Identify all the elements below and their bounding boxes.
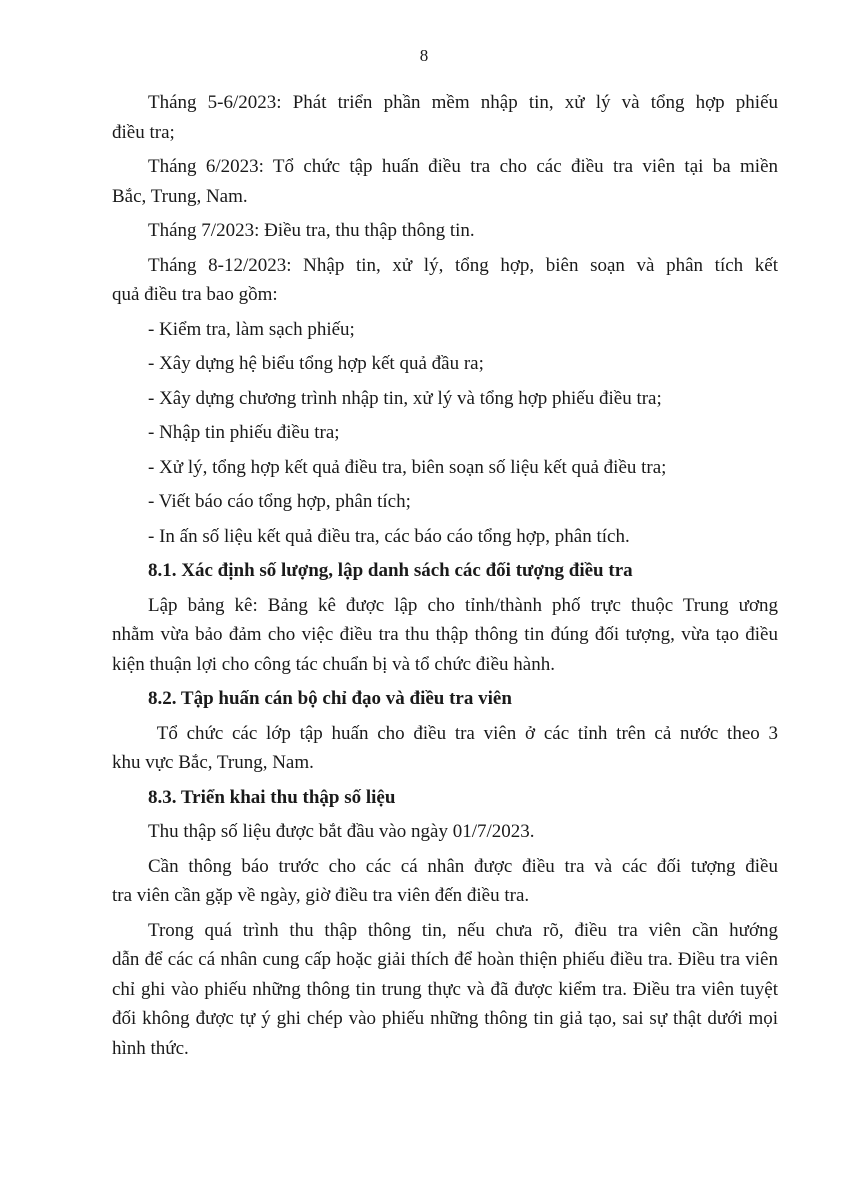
paragraph <box>112 591 778 680</box>
paragraph <box>112 719 779 778</box>
paragraph-first-line: Tháng 6/2023: Tổ chức tập huấn điều tra cho các điều tra viên tại ba miền <box>148 156 778 177</box>
paragraph <box>112 88 778 147</box>
paragraph-continuation: nhằm vừa bảo đảm cho việc điều tra thu thập thông tin đúng đối tượng, vừa tạo điều kiện thuận lợi cho công tác chuẩn bị và tổ chức điều hành. <box>112 624 778 675</box>
paragraph-first-line: - Xử lý, tổng hợp kết quả điều tra, biên soạn số liệu kết quả điều tra; <box>148 456 667 478</box>
page-number: 8 <box>419 46 429 65</box>
paragraph <box>148 453 778 483</box>
paragraph-continuation: Bắc, Trung, Nam. <box>112 185 248 207</box>
paragraph-first-line: - Viết báo cáo tổng hợp, phân tích; <box>148 491 411 512</box>
paragraph-first-line: Tháng 7/2023: Điều tra, thu thập thông tin. <box>148 220 475 241</box>
paragraph-first-line: Trong quá trình thu thập thông tin, nếu chưa rõ, điều tra viên cần hướng <box>148 919 778 941</box>
paragraph <box>148 384 778 414</box>
paragraph <box>148 418 778 448</box>
paragraph <box>112 251 778 310</box>
paragraph-first-line: Tháng 5-6/2023: Phát triển phần mềm nhập tin, xử lý và tổng hợp phiếu <box>148 92 778 113</box>
paragraph-first-line: Thu thập số liệu được bắt đầu vào ngày 01/7/2023. <box>148 821 535 842</box>
paragraph-first-line: - Nhập tin phiếu điều tra; <box>148 422 340 443</box>
paragraph-first-line: Cần thông báo trước cho các cá nhân được điều tra và các đối tượng điều <box>148 855 778 877</box>
section-heading <box>148 684 778 714</box>
paragraph <box>148 315 778 345</box>
paragraph-first-line: Tháng 8-12/2023: Nhập tin, xử lý, tổng hợp, biên soạn và phân tích kết <box>148 254 778 276</box>
heading-text: 8.3. Triển khai thu thập số liệu <box>148 786 396 808</box>
section-heading <box>148 783 778 813</box>
paragraph-continuation: dẫn để các cá nhân cung cấp hoặc giải thích để hoàn thiện phiếu điều tra. Điều tra viên chỉ ghi vào phiếu những thông tin trung thực và đã được kiểm tra. Điều tra viên tuyệt đối không được tự ý ghi chép vào phiếu những thông tin giả tạo, sai sự thật dưới mọi hình thức. <box>112 949 778 1059</box>
section-heading <box>148 556 778 586</box>
paragraph-first-line: - Xây dựng chương trình nhập tin, xử lý và tổng hợp phiếu điều tra; <box>148 387 662 409</box>
paragraph <box>112 916 778 1064</box>
paragraph <box>148 817 778 847</box>
paragraph-continuation: khu vực Bắc, Trung, Nam. <box>112 752 314 773</box>
paragraph-continuation: quả điều tra bao gồm: <box>112 284 278 305</box>
paragraph-first-line: - Xây dựng hệ biểu tổng hợp kết quả đầu ra; <box>148 353 484 374</box>
document-body <box>112 88 779 1068</box>
paragraph-first-line: Lập bảng kê: Bảng kê được lập cho tỉnh/thành phố trực thuộc Trung ương <box>148 594 778 616</box>
paragraph-first-line: - In ấn số liệu kết quả điều tra, các báo cáo tổng hợp, phân tích. <box>148 525 630 547</box>
heading-text: 8.2. Tập huấn cán bộ chỉ đạo và điều tra viên <box>148 688 512 709</box>
paragraph-continuation: tra viên cần gặp về ngày, giờ điều tra viên đến điều tra. <box>112 885 530 906</box>
paragraph <box>148 349 778 379</box>
paragraph <box>148 487 778 517</box>
paragraph-first-line: - Kiểm tra, làm sạch phiếu; <box>148 318 355 340</box>
paragraph-continuation: điều tra; <box>112 121 175 143</box>
paragraph <box>148 522 778 552</box>
paragraph <box>148 216 778 246</box>
paragraph <box>112 152 778 211</box>
heading-text: 8.1. Xác định số lượng, lập danh sách các đối tượng điều tra <box>148 560 633 581</box>
paragraph <box>112 852 778 911</box>
paragraph-first-line: Tổ chức các lớp tập huấn cho điều tra viên ở các tỉnh trên cả nước theo 3 <box>148 722 779 744</box>
